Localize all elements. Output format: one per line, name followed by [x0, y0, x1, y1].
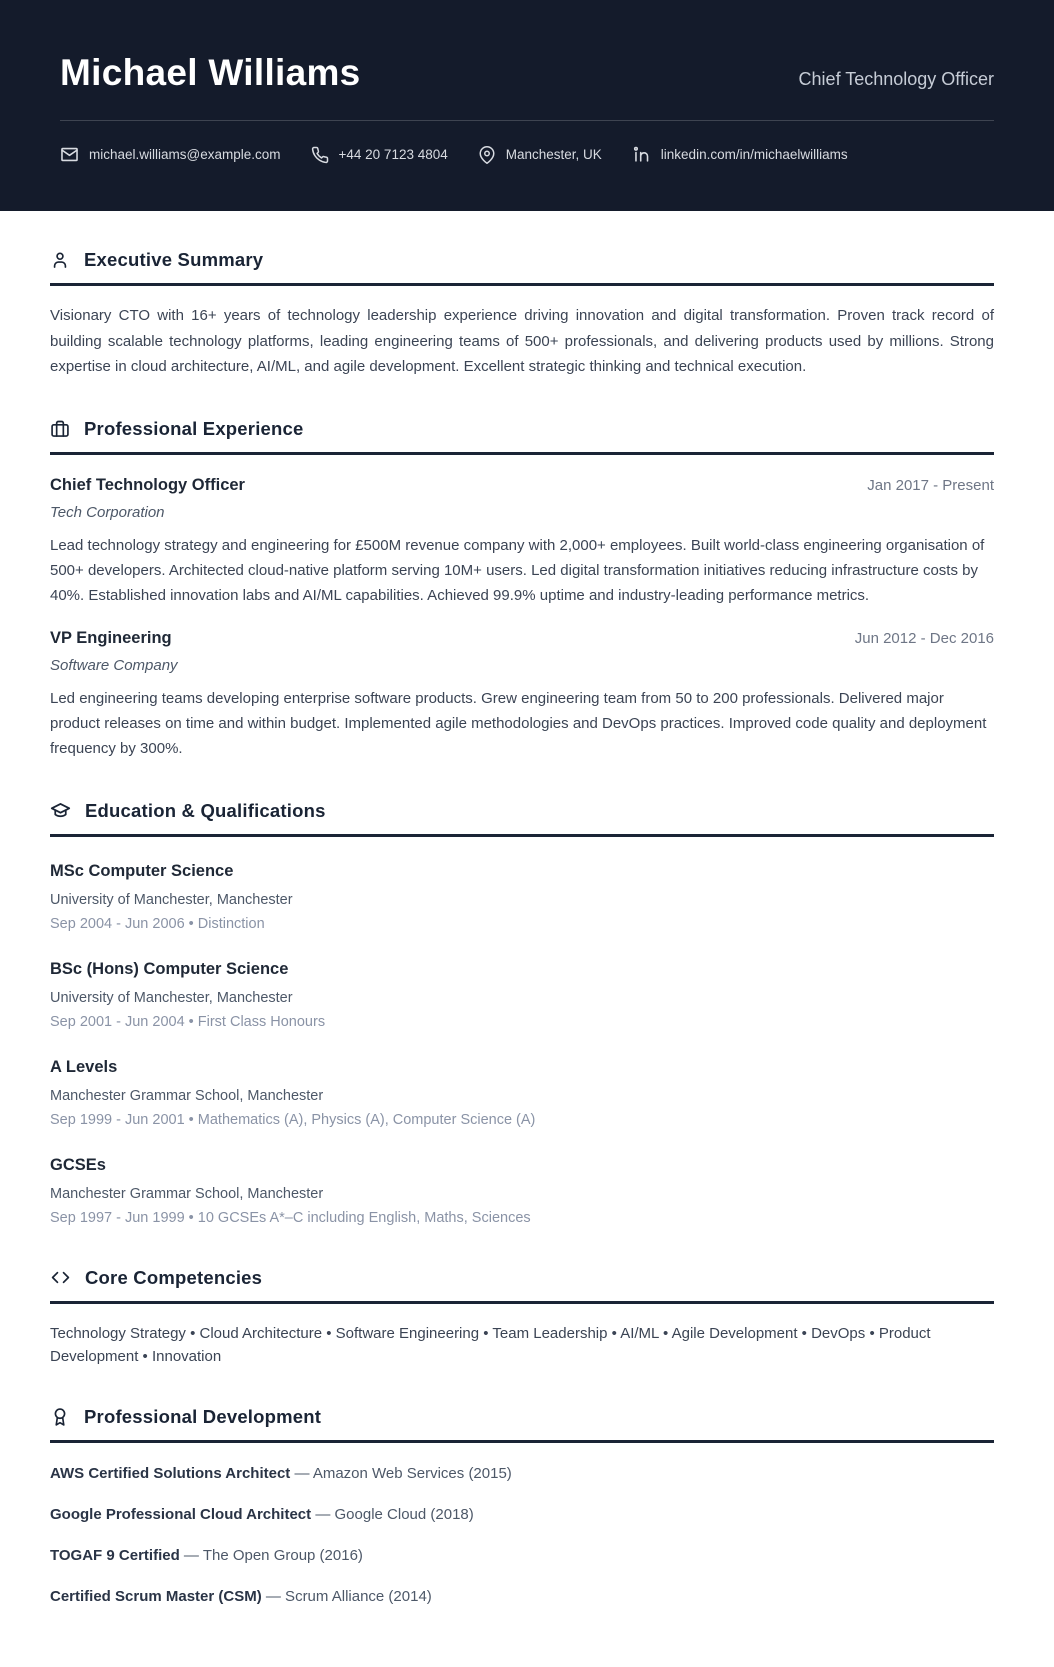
contact-row [60, 145, 994, 164]
section-heading-row [50, 1267, 994, 1304]
certification-entry [50, 1463, 994, 1484]
contact-phone-text: +44 20 7123 4804 [338, 147, 448, 162]
linkedin-icon [632, 145, 651, 164]
education-degree: MSc Computer Science [50, 861, 234, 880]
education-school: University of Manchester, Manchester [50, 989, 293, 1006]
education-entry [50, 1058, 994, 1131]
section-title: Education & Qualifications [85, 799, 326, 821]
email-icon [60, 145, 79, 164]
certification-issuer: — Google Cloud (2018) [315, 1506, 474, 1524]
section-title: Executive Summary [84, 249, 264, 270]
education-entry [50, 1156, 994, 1229]
job-dates: Jun 2012 - Dec 2016 [854, 630, 994, 648]
education-school: Manchester Grammar School, Manchester [50, 1087, 324, 1104]
certification-name: Google Professional Cloud Architect [50, 1506, 312, 1524]
education-school: Manchester Grammar School, Manchester [50, 1185, 324, 1202]
job-title: VP Engineering [50, 629, 172, 648]
certification-entry [50, 1504, 994, 1525]
contact-phone[interactable] [311, 146, 448, 164]
job-description: Lead technology strategy and engineering for £500M revenue company with 2,000+ employees. Built world-class engineering organisation of 500+ developers. Architected cloud-native platform serving 10M+ users. Led digital transformation initiatives reducing infrastructure costs by 40%. Established innovation labs and AI/ML capabilities. Achieved 99.9% uptime and industry-leading performance metrics. [50, 536, 985, 604]
graduation-cap-icon [50, 800, 71, 821]
section-education [50, 800, 994, 1229]
certification-issuer: — Scrum Alliance (2014) [265, 1588, 432, 1606]
section-heading-row [50, 418, 994, 455]
job-company: Tech Corporation [50, 503, 165, 521]
education-details: Sep 2004 - Jun 2006 • Distinction [50, 915, 265, 932]
education-entry [50, 960, 994, 1033]
certification-name: TOGAF 9 Certified [50, 1547, 180, 1565]
contact-email[interactable] [60, 145, 281, 164]
certification-issuer: — The Open Group (2016) [183, 1547, 363, 1565]
cv-body [0, 249, 1054, 1667]
section-professional-development [50, 1406, 994, 1607]
education-details: Sep 2001 - Jun 2004 • First Class Honours [50, 1013, 326, 1030]
section-core-competencies [50, 1267, 994, 1369]
education-details: Sep 1999 - Jun 2001 • Mathematics (A), Physics (A), Computer Science (A) [50, 1111, 536, 1128]
section-executive-summary [50, 249, 994, 380]
job-entry [50, 476, 994, 609]
education-entry [50, 862, 994, 935]
contact-linkedin[interactable] [632, 145, 848, 164]
certification-entry [50, 1545, 994, 1566]
summary-paragraph: Visionary CTO with 16+ years of technology leadership experience driving innovation and digital transformation. Proven track record of building scalable technology platforms, leading engineering teams of 500+ professionals, and delivering products used by millions. Strong expertise in cloud architecture, AI/ML, and agile development. Excellent strategic thinking and technical execution. [50, 307, 994, 375]
job-entry [50, 629, 994, 762]
user-icon [50, 250, 70, 270]
award-icon [50, 1407, 70, 1427]
certification-issuer: — Amazon Web Services (2015) [294, 1465, 512, 1483]
education-details: Sep 1997 - Jun 1999 • 10 GCSEs A*–C including English, Maths, Sciences [50, 1209, 531, 1226]
certification-entry [50, 1586, 994, 1607]
job-dates: Jan 2017 - Present [867, 476, 994, 494]
cv-header [0, 0, 1054, 211]
education-degree: BSc (Hons) Computer Science [50, 959, 289, 978]
education-degree: A Levels [50, 1057, 118, 1076]
phone-icon [311, 146, 329, 164]
certification-list [50, 1463, 994, 1607]
education-degree: GCSEs [50, 1155, 106, 1174]
section-title: Professional Experience [84, 417, 304, 439]
contact-email-text: michael.williams@example.com [89, 147, 281, 162]
certification-name: AWS Certified Solutions Architect [50, 1465, 291, 1483]
section-title: Professional Development [84, 1406, 322, 1428]
competencies-list: Technology Strategy • Cloud Architecture • Software Engineering • Team Leadership • AI/ML • Agile Development • DevOps • Product Development • Innovation [50, 1324, 931, 1365]
location-icon [478, 146, 496, 164]
candidate-name: Michael Williams [60, 52, 361, 93]
certification-name: Certified Scrum Master (CSM) [50, 1588, 262, 1606]
candidate-job-title: Chief Technology Officer [798, 69, 994, 89]
section-heading-row [50, 1406, 994, 1443]
education-school: University of Manchester, Manchester [50, 891, 293, 908]
section-title: Core Competencies [85, 1266, 263, 1288]
header-divider [60, 120, 994, 121]
contact-linkedin-text: linkedin.com/in/michaelwilliams [660, 147, 848, 162]
contact-location [478, 146, 602, 164]
job-company: Software Company [50, 657, 178, 675]
section-professional-experience [50, 418, 994, 762]
section-heading-row [50, 249, 994, 286]
contact-location-text: Manchester, UK [505, 147, 602, 162]
job-title: Chief Technology Officer [50, 475, 245, 494]
job-description: Led engineering teams developing enterprise software products. Grew engineering team from 50 to 200 professionals. Delivered major product releases on time and within budget. Implemented agile methodologies and DevOps practices. Improved code quality and deployment frequency by 300%. [50, 690, 987, 758]
briefcase-icon [50, 419, 70, 439]
section-heading-row [50, 800, 994, 837]
code-icon [50, 1267, 71, 1288]
